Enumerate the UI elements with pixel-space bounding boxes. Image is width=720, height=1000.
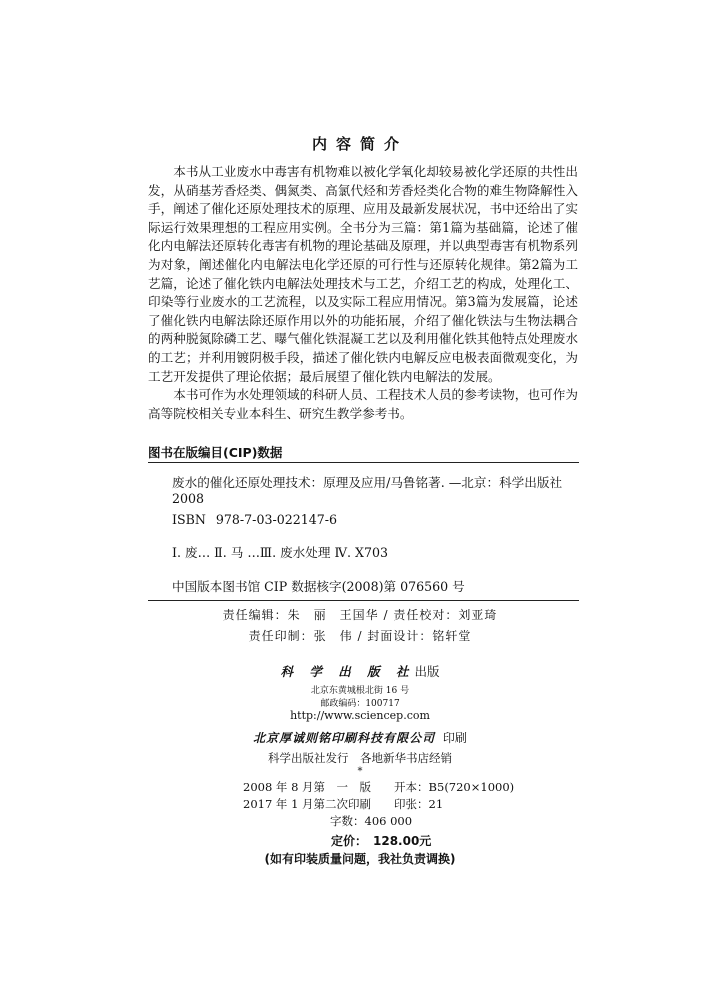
divider-rule — [148, 600, 579, 601]
cip-isbn: ISBN 978-7-03-022147-6 — [172, 512, 338, 527]
cip-classification: Ⅰ. 废… Ⅱ. 马 …Ⅲ. 废水处理 Ⅳ. X703 — [172, 545, 389, 560]
quality-notice: (如有印装质量问题，我社负责调换) — [264, 852, 456, 866]
summary-title: 内容简介 — [311, 135, 408, 153]
divider-rule — [148, 462, 579, 463]
summary-paragraph-1: 本书从工业废水中毒害有机物难以被化学氧化却较易被化学还原的共性出发，从硝基芳香烃类、偶氮类、高氯代烃和芳香烃类化合物的难生物降解性入手，阐述了催化还原处理技术的原理、应用及最新发展状况，书中还给出了实际运行效果理想的工程应用实例。全书分为三篇：第1篇为基础篇，论述了催化内电解法还原转化毒害有机物的理论基础及原理，并以典型毒害有机物系列为对象，阐述催化内电解法电化学还原的可行性与还原转化规律。第2篇为工艺篇，论述了催化铁内电解法处理技术与工艺，介绍工艺的构成，处理化工、印染等行业废水的工艺流程，以及实际工程应用情况。第3篇为发展篇，论述了催化铁内电解法除还原作用以外的功能拓展，介绍了催化铁法与生物法耦合的两种脱氮除磷工艺、曝气催化铁混凝工艺以及利用催化铁其他特点处理废水的工艺；并利用镀阴极手段，描述了催化铁内电解反应电极表面微观变化，为工艺开发提供了理论依据；最后展望了催化铁内电解法的发展。 — [148, 164, 578, 384]
separator-star: * — [357, 766, 363, 777]
printing-credits: 责任印制：张 伟 / 封面设计：铭轩堂 — [248, 629, 472, 643]
publisher-name: 科 学 出 版 社 — [280, 664, 415, 679]
price: 定价： 128.00元 — [331, 834, 432, 848]
publisher-postcode: 邮政编码：100717 — [320, 699, 400, 709]
distributor-line: 科学出版社发行 各地新华书店经销 — [268, 751, 452, 765]
printer-line — [0, 729, 720, 746]
summary-body — [148, 163, 578, 423]
cip-header: 图书在版编目(CIP)数据 — [148, 445, 283, 460]
word-count: 字数：406 000 — [330, 814, 413, 828]
cip-year: 2008 — [172, 491, 205, 506]
publisher-suffix: 出版 — [414, 664, 440, 679]
printer-name: 北京厚诚则铭印刷科技有限公司 — [253, 731, 436, 745]
publisher-website: http://www.sciencep.com — [290, 709, 430, 722]
summary-paragraph-2: 本书可作为水处理领域的科研人员、工程技术人员的参考读物，也可作为高等院校相关专业本科生、研究生教学参考书。 — [148, 387, 578, 421]
cip-record-number: 中国版本图书馆 CIP 数据核字(2008)第 076560 号 — [172, 579, 465, 594]
edition-line: 2008 年 8 月第 一 版 开本：B5(720×1000) — [243, 780, 515, 794]
printer-suffix: 印刷 — [442, 731, 467, 745]
editor-credits: 责任编辑：朱 丽 王国华 / 责任校对：刘亚琦 — [222, 608, 498, 622]
publisher-line — [0, 662, 720, 680]
printing-line: 2017 年 1 月第二次印刷 印张：21 — [243, 797, 444, 811]
cip-title-line: 废水的催化还原处理技术：原理及应用/马鲁铭著. —北京：科学出版社 — [172, 475, 563, 490]
publisher-address: 北京东黄城根北街 16 号 — [310, 686, 410, 696]
